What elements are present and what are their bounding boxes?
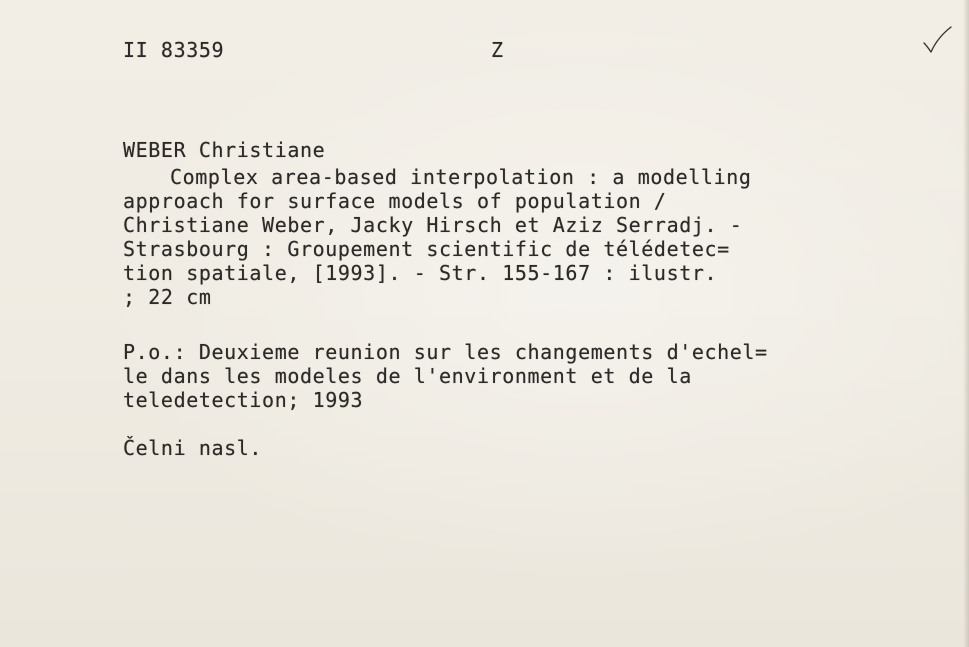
title-note: Čelni nasl. bbox=[123, 436, 263, 460]
note-line: teledetection; 1993 bbox=[123, 388, 364, 412]
description-line: approach for surface models of population / bbox=[123, 189, 667, 213]
collection-code: Z bbox=[491, 38, 504, 62]
description-line: ; 22 cm bbox=[123, 285, 212, 309]
note-line: le dans les modeles de l'environment et de la bbox=[123, 364, 692, 388]
description-line: Strasbourg : Groupement scientific de télédetec= bbox=[123, 237, 730, 261]
description-line: tion spatiale, [1993]. - Str. 155-167 : ilustr. bbox=[123, 261, 718, 285]
call-number: II 83359 bbox=[123, 38, 225, 62]
description-line: Complex area-based interpolation : a modelling bbox=[170, 165, 752, 189]
author-heading: WEBER Christiane bbox=[123, 138, 326, 162]
check-mark-icon bbox=[922, 26, 952, 54]
description-line: Christiane Weber, Jacky Hirsch et Aziz Serradj. - bbox=[123, 213, 743, 237]
note-line: P.o.: Deuxieme reunion sur les changements d'echel= bbox=[123, 340, 768, 364]
card-edge-shadow bbox=[963, 0, 969, 647]
